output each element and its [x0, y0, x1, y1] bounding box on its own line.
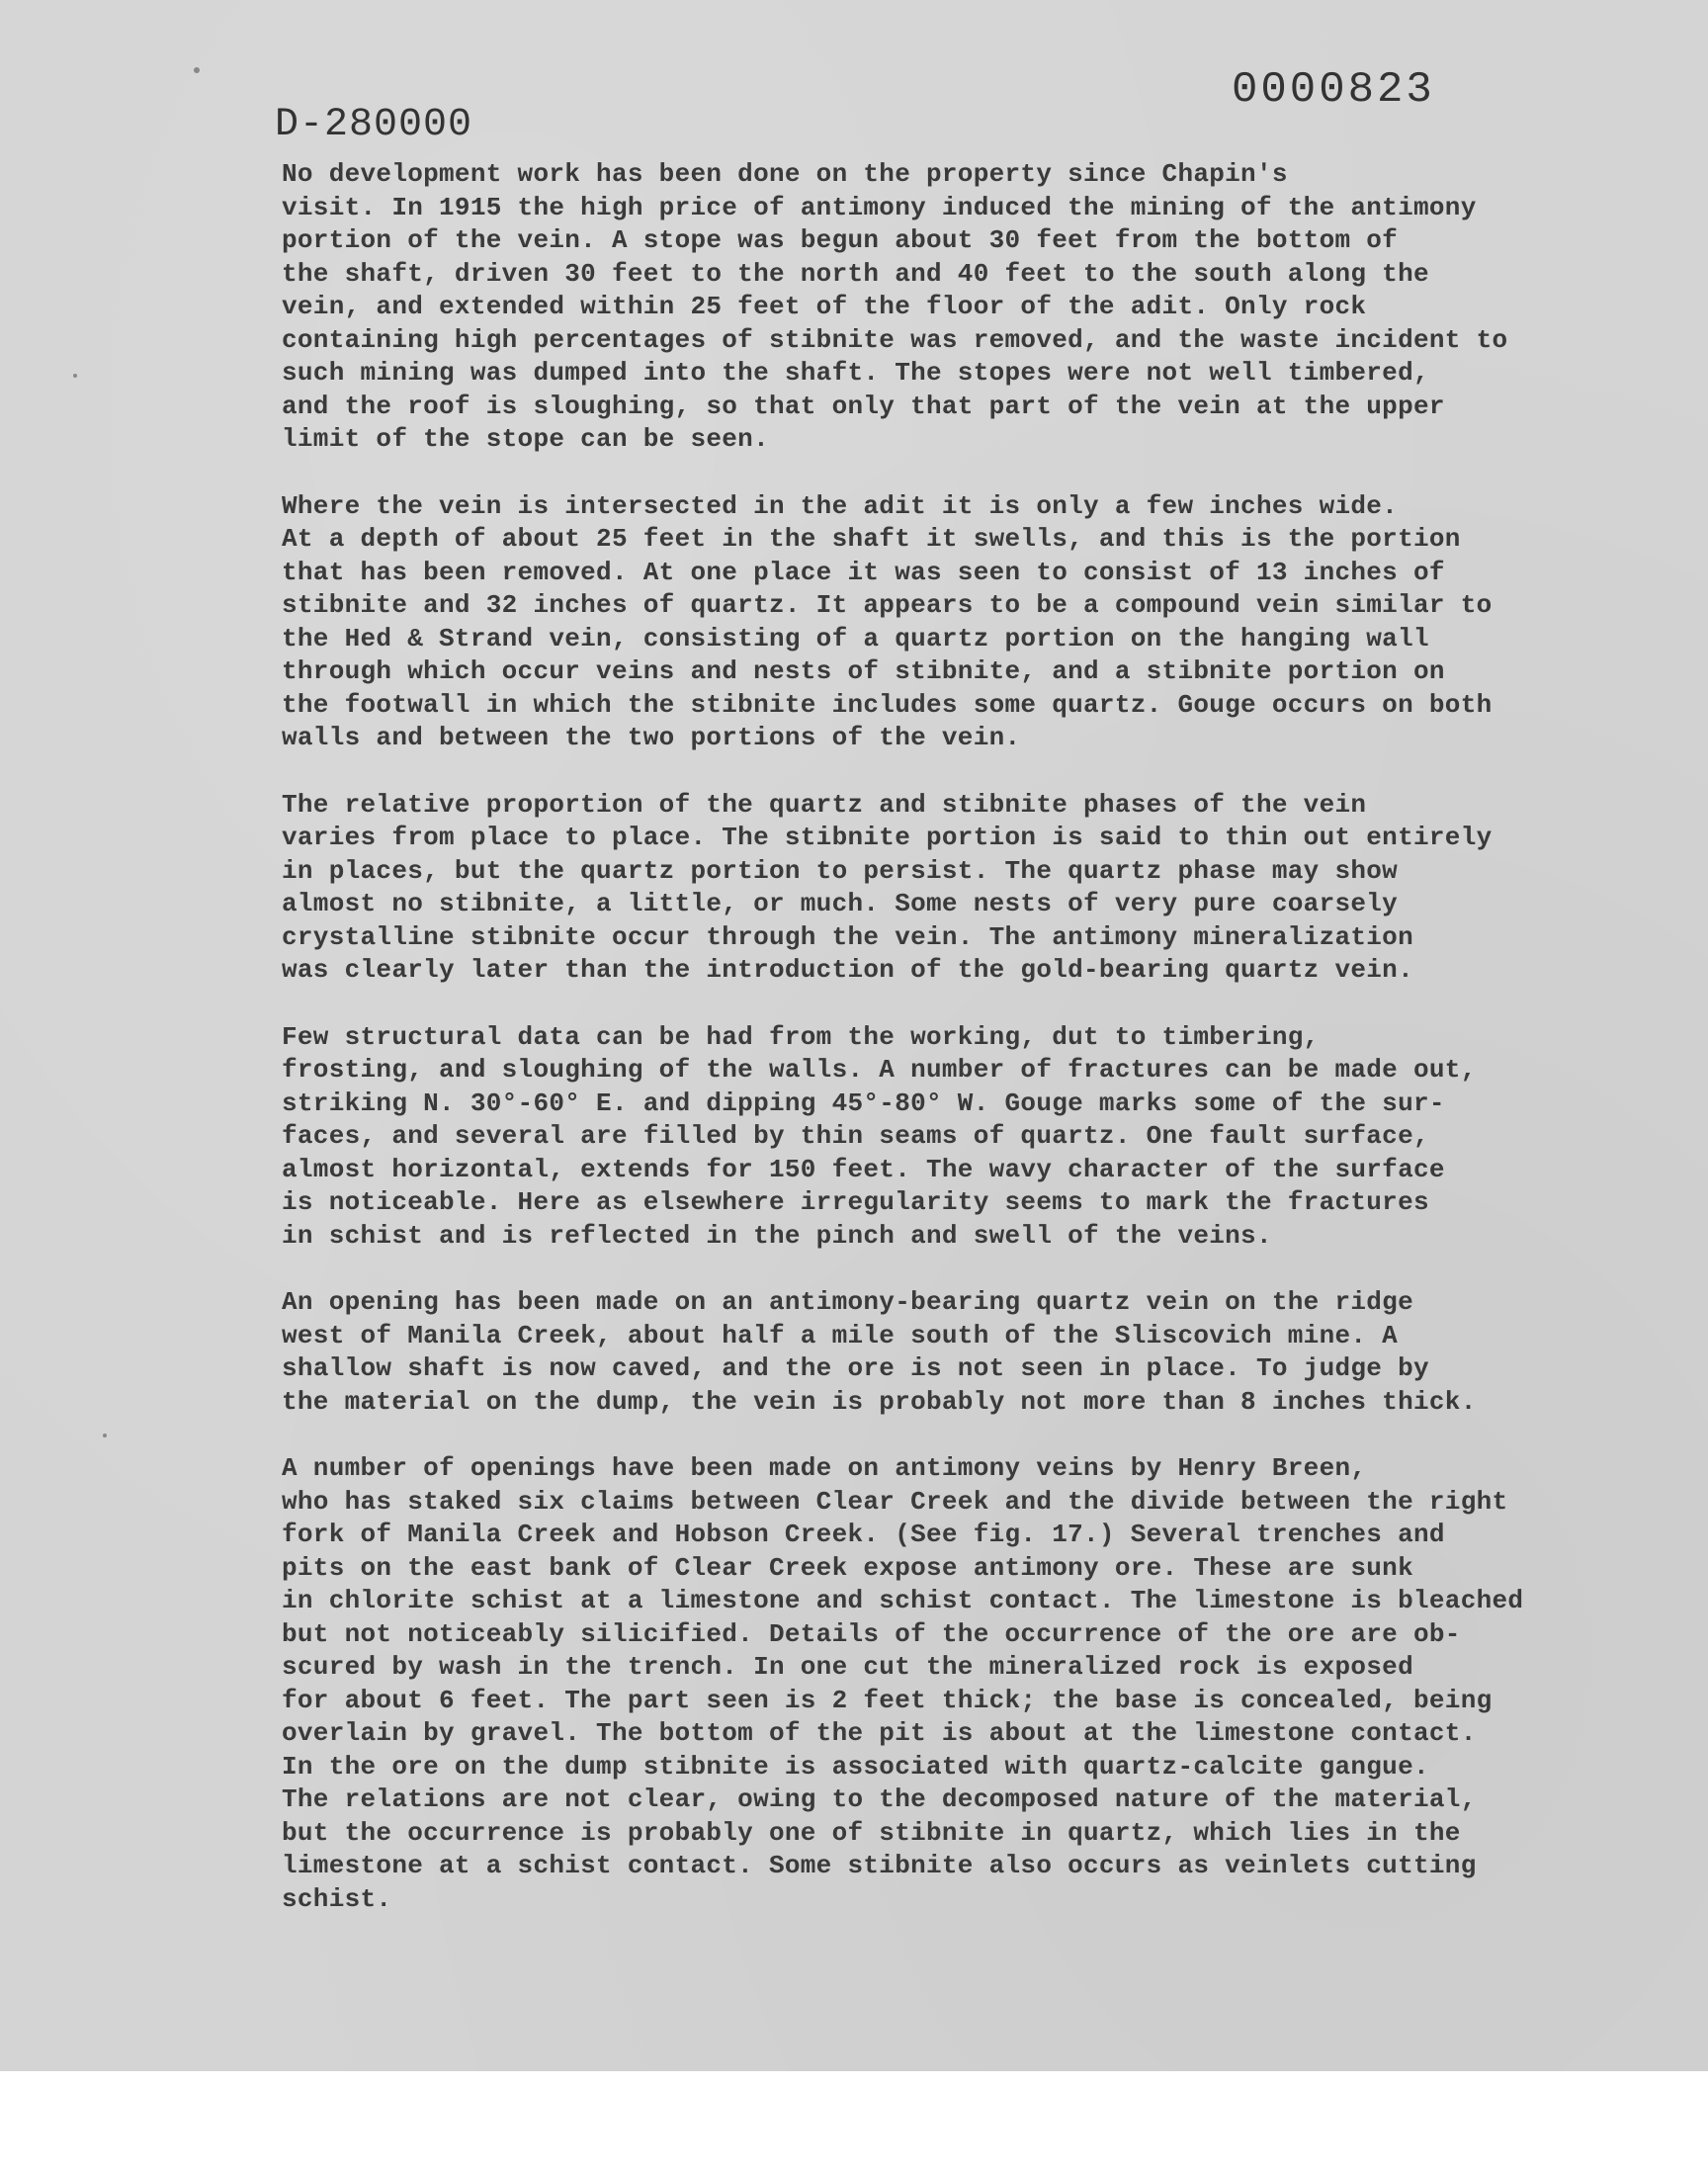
document-id-left: D-280000: [275, 103, 473, 147]
document-id-right: 0000823: [1232, 65, 1435, 115]
scan-speck: [73, 374, 77, 378]
scan-speck: [194, 67, 200, 73]
paragraph-1: No development work has been done on the property since Chapin's visit. In 1915 the high price of antimony induced the mining of the antimony portion of the vein. A stope was begun about 30 feet from the bottom of the shaft, driven 30 feet to the north and 40 feet to the south along the vein, and extended within 25 feet of the floor of the adit. Only rock containing high percentages of stibnite was removed, and the waste incident to such mining was dumped into the shaft. The stopes were not well timbered, and the roof is sloughing, so that only that part of the vein at the upper limit of the stope can be seen.: [282, 159, 1508, 454]
paragraph-2: Where the vein is intersected in the adit it is only a few inches wide. At a depth of about 25 feet in the shaft it swells, and this is the portion that has been removed. At one place it was seen to consist of 13 inches of stibnite and 32 inches of quartz. It appears to be a compound vein similar to the Hed & Strand vein, consisting of a quartz portion on the hanging wall through which occur veins and nests of stibnite, and a stibnite portion on the footwall in which the stibnite includes some quartz. Gouge occurs on both walls and between the two portions of the vein.: [282, 490, 1493, 752]
paragraph-3: The relative proportion of the quartz and stibnite phases of the vein varies from place to place. The stibnite portion is said to thin out entirely in places, but the quartz portion to persist. The quartz phase may show almost no stibnite, a little, or much. Some nests of very pure coarsely crystalline stibnite occur through the vein. The antimony mineralization was clearly later than the introduction of the gold-bearing quartz vein.: [282, 789, 1493, 985]
paragraph-5: An opening has been made on an antimony-bearing quartz vein on the ridge west of Manila Creek, about half a mile south of the Sliscovich mine. A shallow shaft is now caved, and the ore is not seen in place. To judge by the material on the dump, the vein is probably not more than 8 inches thick.: [282, 1287, 1477, 1417]
paragraph-4: Few structural data can be had from the working, dut to timbering, frosting, and sloughing of the walls. A number of fractures can be made out, striking N. 30°-60° E. and dipping 45°-80° W. Gouge marks some of the sur- faces, and several are filled by thin seams of quartz. One fault surface, almost horizontal, extends for 150 feet. The wavy character of the surface is noticeable. Here as elsewhere irregularity seems to mark the fractures in schist and is reflected in the pinch and swell of the veins.: [282, 1021, 1477, 1251]
scan-speck: [103, 1434, 107, 1437]
paragraph-6: A number of openings have been made on antimony veins by Henry Breen, who has staked six claims between Clear Creek and the divide between the right fork of Manila Creek and Hobson Creek. (See fig. 17.) Several trenches and pits on the east bank of Clear Creek expose antimony ore. These are sunk in chlorite schist at a limestone and schist contact. The limestone is bleached but not noticeably silicified. Details of the occurrence of the ore are ob- scured by wash in the trench. In one cut the mineralized rock is exposed for about 6 feet. The part seen is 2 feet thick; the base is concealed, being overlain by gravel. The bottom of the pit is about at the limestone contact. In the ore on the dump stibnite is associated with quartz-calcite gangue. The relations are not clear, owing to the decomposed nature of the material, but the occurrence is probably one of stibnite in quartz, which lies in the limestone at a schist contact. Some stibnite also occurs as veinlets cutting schist.: [282, 1453, 1524, 1914]
body-text: [282, 158, 1626, 1950]
